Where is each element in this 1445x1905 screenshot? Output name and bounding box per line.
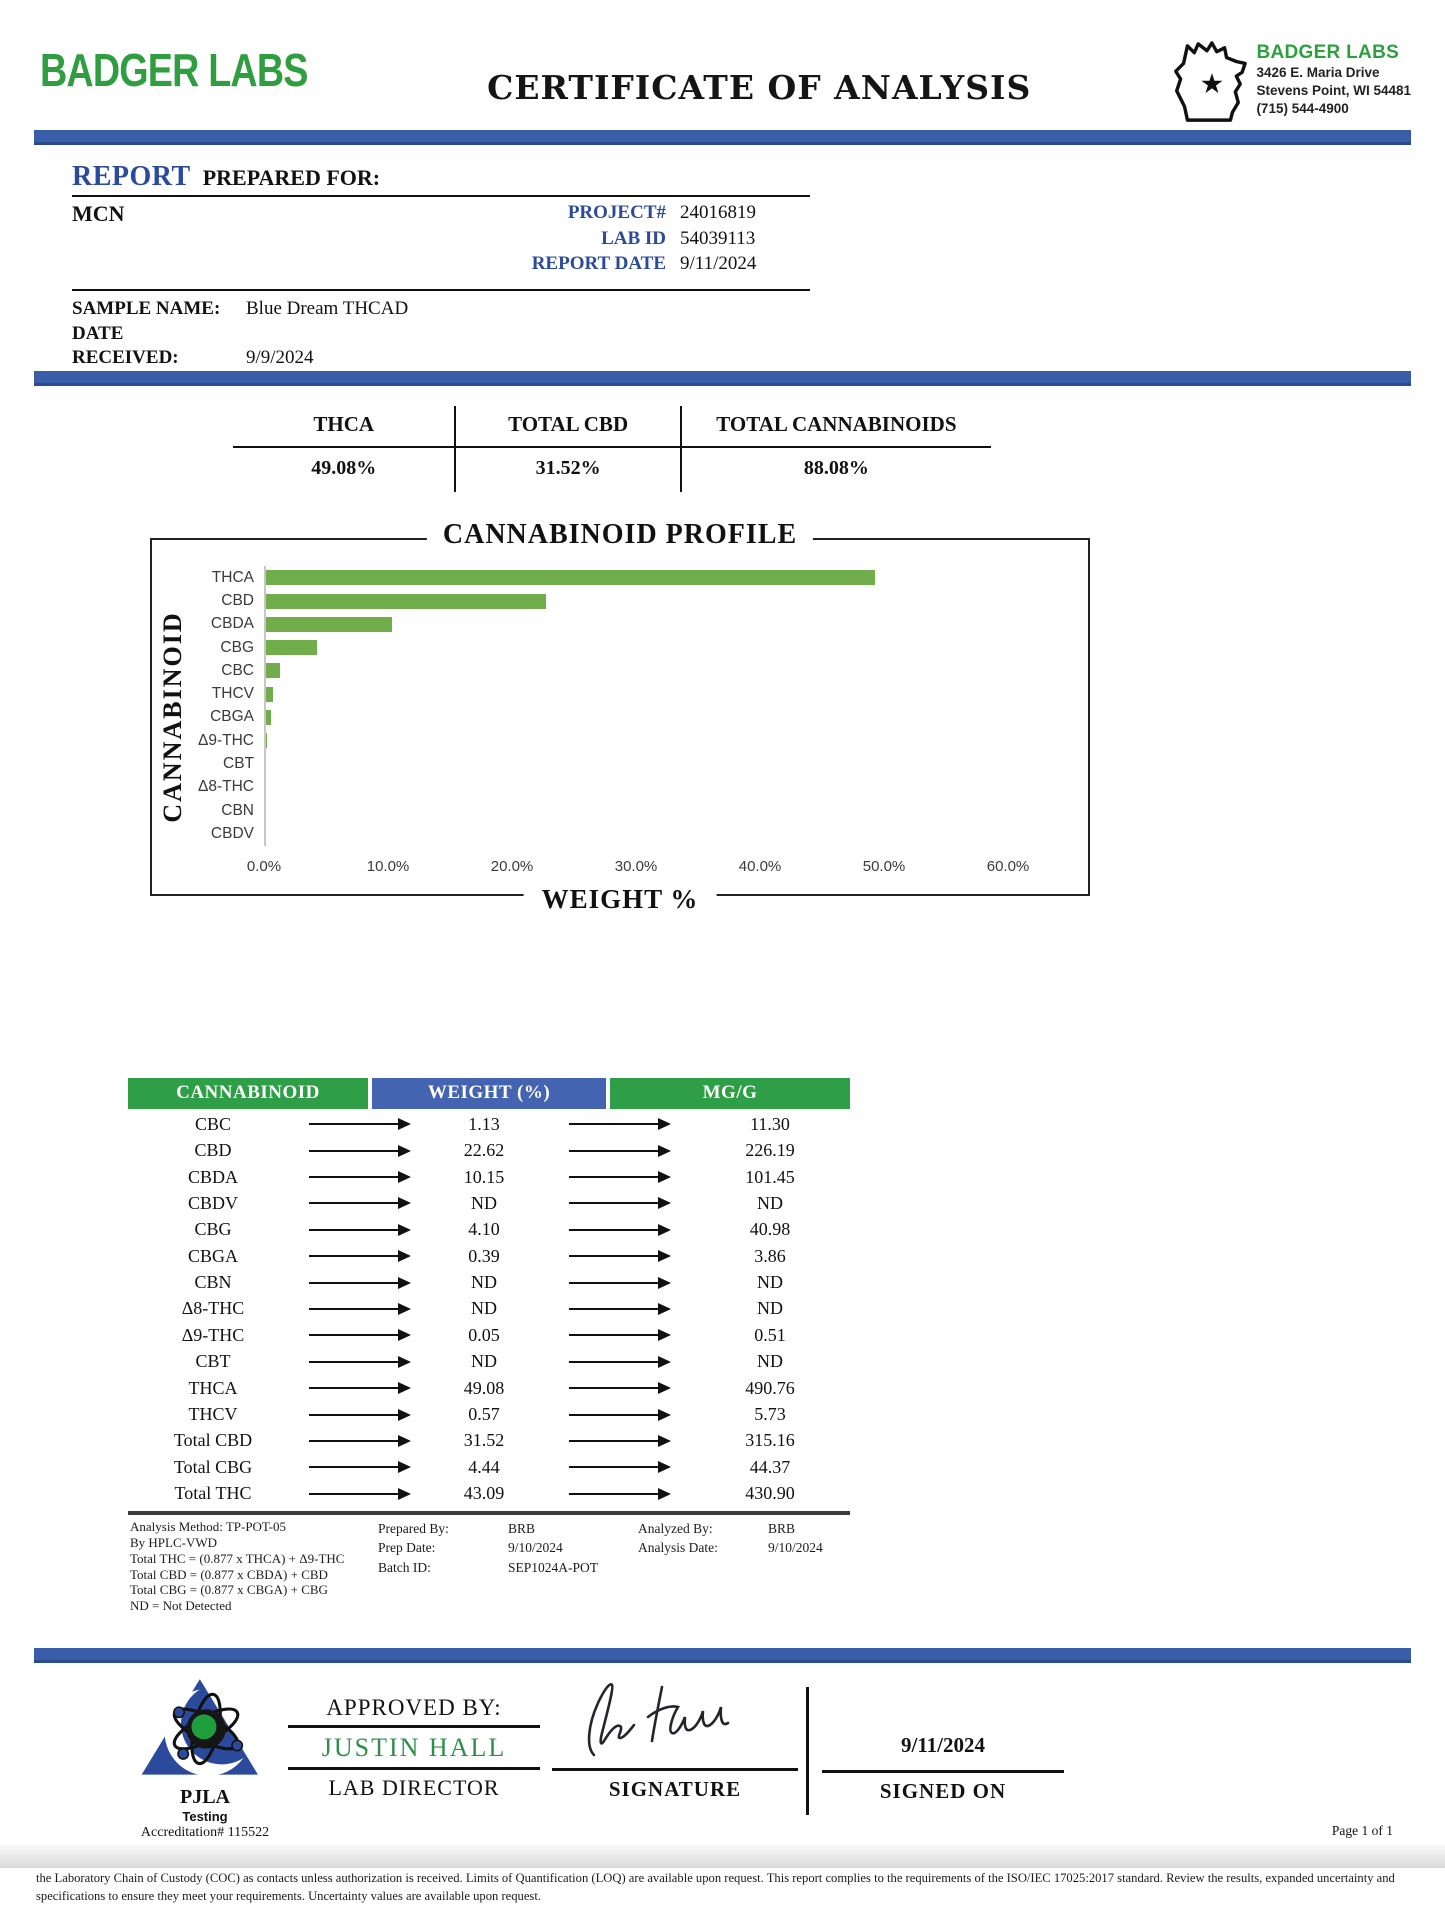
arrow-cell <box>298 1255 420 1257</box>
column-header-cannabinoid: CANNABINOID <box>128 1078 368 1109</box>
chart-bar-track <box>266 570 1012 585</box>
chart-row <box>154 683 1012 706</box>
prep-row <box>378 1519 638 1539</box>
mg-per-g-value: 430.90 <box>745 1483 795 1504</box>
weight-percent-value: ND <box>471 1192 497 1213</box>
mg-per-g-value: 5.73 <box>754 1404 786 1425</box>
mg-per-g-value: 101.45 <box>745 1166 795 1187</box>
report-heading-rest: PREPARED FOR: <box>202 165 381 190</box>
note-line: Total CBG = (0.877 x CBGA) + CBG <box>130 1582 328 1598</box>
arrow-icon <box>569 1334 669 1336</box>
arrow-cell <box>548 1493 690 1495</box>
chart-category-label: THCA <box>211 568 254 586</box>
weight-percent-value: ND <box>471 1272 497 1293</box>
arrow-icon <box>309 1123 409 1125</box>
accreditation-number: Accreditation# 115522 <box>140 1825 270 1841</box>
arrow-cell <box>298 1282 420 1284</box>
pjla-name: PJLA <box>180 1786 230 1809</box>
signature-label: SIGNATURE <box>608 1777 742 1802</box>
arrow-icon <box>569 1255 669 1257</box>
chart-row <box>154 752 1012 775</box>
table-row <box>128 1269 850 1295</box>
chart-row <box>154 729 1012 752</box>
report-field-row <box>476 251 810 277</box>
arrow-icon <box>569 1176 669 1178</box>
analyte-name: Δ8-THC <box>181 1298 245 1319</box>
header <box>0 0 1445 130</box>
weight-percent-value: 10.15 <box>463 1166 505 1187</box>
prepared-by-value: BRB <box>508 1520 536 1536</box>
arrow-icon <box>569 1440 669 1442</box>
analyzed-by-value: BRB <box>768 1520 796 1536</box>
arrow-icon <box>569 1387 669 1389</box>
signed-on-block <box>822 1675 1064 1804</box>
weight-percent-value: 0.39 <box>468 1245 500 1266</box>
chart-bar-track <box>266 757 1012 772</box>
arrow-cell <box>298 1334 420 1336</box>
table-row <box>128 1111 850 1137</box>
mg-per-g-value: 0.51 <box>754 1324 786 1345</box>
cannabinoid-profile-chart <box>150 519 1090 915</box>
arrow-icon <box>569 1308 669 1310</box>
arrow-cell <box>298 1387 420 1389</box>
arrow-cell <box>548 1150 690 1152</box>
cannabinoid-table-body <box>128 1109 850 1515</box>
lab-name: BADGER LABS <box>1256 42 1400 63</box>
report-field-row <box>476 200 810 226</box>
brand-name: BADGER LABS <box>40 44 308 96</box>
arrow-cell <box>548 1229 690 1231</box>
arrow-icon <box>309 1334 409 1336</box>
summary-cell-total-cbd <box>456 406 681 492</box>
lab-phone: (715) 544-4900 <box>1256 100 1349 116</box>
weight-percent-value: 22.62 <box>463 1140 505 1161</box>
arrow-cell <box>548 1334 690 1336</box>
arrow-cell <box>298 1361 420 1363</box>
table-row <box>128 1454 850 1480</box>
chart-bar-track <box>266 803 1012 818</box>
chart-bar <box>266 594 546 609</box>
divider-bar-top <box>34 130 1411 145</box>
analyte-name: Δ9-THC <box>181 1324 245 1345</box>
analyte-name: CBT <box>195 1351 231 1372</box>
chart-row <box>154 589 1012 612</box>
arrow-cell <box>298 1123 420 1125</box>
sample-name-row <box>72 297 810 322</box>
chart-row <box>154 659 1012 682</box>
arrow-cell <box>298 1414 420 1416</box>
analyte-name: CBN <box>194 1272 232 1293</box>
arrow-icon <box>309 1361 409 1363</box>
arrow-cell <box>548 1466 690 1468</box>
project-number-label: PROJECT# <box>567 202 666 223</box>
summary-strip <box>233 406 991 492</box>
weight-percent-value: 49.08 <box>463 1377 505 1398</box>
note-line: Total THC = (0.877 x THCA) + Δ9-THC <box>130 1550 345 1566</box>
weight-percent-value: 1.13 <box>468 1113 500 1134</box>
arrow-icon <box>309 1387 409 1389</box>
prep-date-label: Prep Date: <box>378 1540 436 1556</box>
arrow-cell <box>548 1387 690 1389</box>
arrow-icon <box>569 1202 669 1204</box>
x-tick-label: 0.0% <box>246 857 282 875</box>
page-number: Page 1 of 1 <box>1331 1823 1393 1839</box>
mg-per-g-value: ND <box>757 1272 783 1293</box>
chart-bar <box>266 570 875 585</box>
chart-bar <box>266 663 280 678</box>
chart-row <box>154 822 1012 845</box>
arrow-icon <box>309 1202 409 1204</box>
sample-info <box>72 289 810 371</box>
table-row <box>128 1217 850 1243</box>
prep-date-value: 9/10/2024 <box>508 1540 563 1556</box>
chart-category-label: CBDA <box>210 615 254 633</box>
weight-percent-value: 31.52 <box>463 1430 505 1451</box>
analyte-name: CBG <box>194 1219 232 1240</box>
chart-bar <box>266 710 271 725</box>
date-received-value: 9/9/2024 <box>246 347 314 369</box>
arrow-icon <box>569 1361 669 1363</box>
chart-category-label: CBDV <box>210 824 254 842</box>
table-row <box>128 1349 850 1375</box>
report-date-label: REPORT DATE <box>531 253 666 275</box>
mg-per-g-value: ND <box>757 1192 783 1213</box>
arrow-icon <box>309 1414 409 1416</box>
analyte-name: CBGA <box>187 1245 238 1266</box>
date-received-label: DATE RECEIVED: <box>72 322 179 369</box>
mg-per-g-value: 490.76 <box>745 1377 795 1398</box>
pjla-sub: Testing <box>182 1809 228 1825</box>
batch-id-label: Batch ID: <box>378 1560 431 1576</box>
pjla-logo-icon <box>137 1677 273 1785</box>
analysis-notes <box>130 1519 890 1614</box>
x-tick-label: 30.0% <box>614 857 658 875</box>
x-tick-label: 60.0% <box>986 857 1030 875</box>
approval-section <box>0 1673 1445 1841</box>
lab-address <box>1256 42 1411 117</box>
column-header-mgg: MG/G <box>610 1078 850 1109</box>
mg-per-g-value: 11.30 <box>750 1113 790 1134</box>
prep-row <box>378 1538 638 1558</box>
table-row <box>128 1137 850 1163</box>
table-row <box>128 1243 850 1269</box>
chart-row <box>154 613 1012 636</box>
analyte-name: CBD <box>194 1140 232 1161</box>
lab-id-label: LAB ID <box>601 227 666 249</box>
arrow-cell <box>548 1255 690 1257</box>
arrow-cell <box>548 1440 690 1442</box>
arrow-cell <box>298 1150 420 1152</box>
weight-percent-value: 0.05 <box>468 1324 500 1345</box>
analysis-date-value: 9/10/2024 <box>768 1540 823 1556</box>
arrow-cell <box>548 1361 690 1363</box>
arrow-icon <box>569 1150 669 1152</box>
analyte-name: Total CBD <box>173 1430 253 1451</box>
chart-row <box>154 706 1012 729</box>
lab-address-line1: 3426 E. Maria Drive <box>1256 65 1380 80</box>
arrow-icon <box>569 1414 669 1416</box>
sample-name-value: Blue Dream THCAD <box>246 298 409 319</box>
mg-per-g-value: ND <box>757 1298 783 1319</box>
weight-percent-value: 0.57 <box>468 1404 500 1425</box>
mg-per-g-value: 3.86 <box>754 1245 786 1266</box>
arrow-cell <box>548 1202 690 1204</box>
arrow-icon <box>569 1123 669 1125</box>
arrow-cell <box>548 1282 690 1284</box>
arrow-icon <box>569 1282 669 1284</box>
table-row <box>128 1375 850 1401</box>
date-received-row <box>72 322 810 371</box>
summary-label: TOTAL CANNABINOIDS <box>682 406 991 448</box>
summary-cell-total-cannabinoids <box>682 406 991 492</box>
weight-percent-value: ND <box>471 1298 497 1319</box>
star-icon: ★ <box>1200 68 1225 99</box>
chart-category-label: CBT <box>223 755 254 773</box>
weight-percent-value: 4.44 <box>468 1456 500 1477</box>
table-row <box>128 1428 850 1454</box>
chart-category-label: CBN <box>221 801 254 819</box>
analysis-date-label: Analysis Date: <box>638 1540 718 1556</box>
chart-row <box>154 799 1012 822</box>
report-mid <box>72 197 810 289</box>
note-line: Analysis Method: TP-POT-05 <box>130 1518 287 1534</box>
arrow-icon <box>309 1466 409 1468</box>
table-row <box>128 1164 850 1190</box>
signed-on-label: SIGNED ON <box>879 1779 1007 1804</box>
lab-contact-card <box>1164 36 1411 130</box>
analysis-row <box>638 1519 888 1539</box>
signed-on-date: 9/11/2024 <box>900 1733 985 1758</box>
note-line: Total CBD = (0.877 x CBDA) + CBD <box>130 1566 328 1582</box>
chart-bar-track <box>266 617 1012 632</box>
arrow-cell <box>298 1493 420 1495</box>
summary-value: 88.08% <box>803 457 869 480</box>
wisconsin-map-icon <box>1164 36 1250 130</box>
chart-x-axis-label: WEIGHT % <box>524 884 717 915</box>
analyte-name: CBC <box>194 1113 232 1134</box>
page-bottom-shadow <box>0 1842 1445 1868</box>
chart-bar-track <box>266 826 1012 841</box>
arrow-cell <box>298 1176 420 1178</box>
chart-category-label: Δ8-THC <box>198 778 254 796</box>
arrow-icon <box>309 1176 409 1178</box>
chart-rows <box>198 566 1012 846</box>
arrow-icon <box>569 1493 669 1495</box>
approver-name: JUSTIN HALL <box>288 1728 540 1770</box>
arrow-cell <box>298 1202 420 1204</box>
report-heading-accent: REPORT <box>72 161 191 192</box>
chart-bar <box>266 687 273 702</box>
signature-line <box>552 1768 798 1771</box>
lab-id-value: 54039113 <box>680 227 756 249</box>
chart-bar-track <box>266 710 1012 725</box>
chart-bar <box>266 640 317 655</box>
analyte-name: THCV <box>188 1404 238 1425</box>
prepared-by-label: Prepared By: <box>378 1520 449 1536</box>
summary-label: TOTAL CBD <box>456 406 679 448</box>
approved-by-label: APPROVED BY: <box>288 1695 540 1728</box>
mg-per-g-value: 44.37 <box>749 1456 791 1477</box>
arrow-cell <box>548 1123 690 1125</box>
document-title: CERTIFICATE OF ANALYSIS <box>487 68 1032 107</box>
arrow-icon <box>309 1440 409 1442</box>
report-fields <box>476 200 810 289</box>
weight-percent-value: ND <box>471 1351 497 1372</box>
analyte-name: CBDA <box>187 1166 238 1187</box>
chart-bar-track <box>266 780 1012 795</box>
report-heading <box>72 161 810 197</box>
weight-percent-value: 4.10 <box>468 1219 500 1240</box>
analyte-name: Total THC <box>174 1483 252 1504</box>
mg-per-g-value: 226.19 <box>745 1140 795 1161</box>
arrow-icon <box>309 1308 409 1310</box>
chart-row <box>154 636 1012 659</box>
arrow-cell <box>548 1308 690 1310</box>
approver-title: LAB DIRECTOR <box>328 1775 500 1801</box>
chart-category-label: THCV <box>211 685 254 703</box>
analyte-name: CBDV <box>187 1192 238 1213</box>
note-line: ND = Not Detected <box>130 1598 232 1614</box>
table-row <box>128 1481 850 1507</box>
analysis-row <box>638 1538 888 1558</box>
prep-row <box>378 1558 638 1578</box>
analysis-by-notes <box>638 1519 888 1614</box>
x-tick-label: 50.0% <box>862 857 906 875</box>
arrow-icon <box>309 1255 409 1257</box>
note-line: By HPLC-VWD <box>130 1534 218 1550</box>
divider-bar-bottom <box>34 1648 1411 1663</box>
arrow-icon <box>309 1493 409 1495</box>
arrow-icon <box>569 1229 669 1231</box>
mg-per-g-value: ND <box>757 1351 783 1372</box>
pjla-accreditation <box>100 1677 310 1841</box>
arrow-cell <box>298 1440 420 1442</box>
analyzed-by-label: Analyzed By: <box>638 1520 713 1536</box>
analyte-name: Total CBG <box>173 1456 253 1477</box>
table-row <box>128 1296 850 1322</box>
x-tick-label: 40.0% <box>738 857 782 875</box>
summary-label: THCA <box>233 406 454 448</box>
chart-row <box>154 776 1012 799</box>
table-row <box>128 1401 850 1427</box>
mg-per-g-value: 315.16 <box>745 1430 795 1451</box>
prep-notes <box>378 1519 638 1614</box>
signature-block <box>552 1675 798 1802</box>
sample-name-label: SAMPLE NAME: <box>72 298 221 319</box>
client-name: MCN <box>72 201 125 226</box>
cannabinoid-table <box>128 1078 850 1515</box>
chart-bar <box>266 733 267 748</box>
table-row <box>128 1190 850 1216</box>
footer-disclaimer: the Laboratory Chain of Custody (COC) as contacts unless authorization is received. Limits of Quantification (LOQ) are available upon request. This report complies to the requirements of the ISO/IEC 17025:2017 standard. Review the results, expanded uncertainty and specifications to ensure they meet your requirements. Uncertainty values are available upon request. <box>36 1871 1395 1903</box>
approved-by-block <box>288 1695 540 1801</box>
arrow-cell <box>298 1308 420 1310</box>
arrow-icon <box>309 1282 409 1284</box>
arrow-cell <box>298 1229 420 1231</box>
arrow-cell <box>548 1414 690 1416</box>
mg-per-g-value: 40.98 <box>749 1219 791 1240</box>
chart-bar-track <box>266 733 1012 748</box>
chart-xticks <box>152 854 1088 884</box>
x-tick-label: 20.0% <box>490 857 534 875</box>
chart-row <box>154 566 1012 589</box>
signature-divider <box>806 1687 809 1815</box>
summary-value: 49.08% <box>311 457 377 480</box>
divider-bar-mid <box>34 371 1411 386</box>
chart-bar-track <box>266 663 1012 678</box>
method-notes <box>130 1519 378 1614</box>
chart-bar-track <box>266 687 1012 702</box>
chart-category-label: CBC <box>221 661 254 679</box>
column-header-weight: WEIGHT (%) <box>368 1078 610 1109</box>
weight-percent-value: 43.09 <box>463 1483 505 1504</box>
project-number-value: 24016819 <box>680 202 756 223</box>
chart-bar <box>266 617 392 632</box>
report-info-section <box>72 161 810 371</box>
summary-cell-thca <box>233 406 456 492</box>
arrow-icon <box>569 1466 669 1468</box>
report-field-row <box>476 226 810 252</box>
arrow-cell <box>298 1466 420 1468</box>
cannabinoid-table-header <box>128 1078 850 1109</box>
analyte-name: THCA <box>188 1377 238 1398</box>
batch-id-value: SEP1024A-POT <box>508 1560 599 1576</box>
chart-category-label: CBGA <box>210 708 254 726</box>
signature-icon <box>562 1675 788 1767</box>
chart-title: CANNABINOID PROFILE <box>427 519 813 551</box>
chart-category-label: CBG <box>220 638 254 656</box>
arrow-cell <box>548 1176 690 1178</box>
table-row <box>128 1322 850 1348</box>
x-tick-label: 10.0% <box>366 857 410 875</box>
chart-bar-track <box>266 594 1012 609</box>
lab-address-line2: Stevens Point, WI 54481 <box>1256 82 1411 98</box>
arrow-icon <box>309 1229 409 1231</box>
summary-value: 31.52% <box>535 457 601 480</box>
chart-category-label: CBD <box>221 592 254 609</box>
chart-plot-area <box>150 538 1090 915</box>
chart-bar-track <box>266 640 1012 655</box>
chart-category-label: Δ9-THC <box>198 731 254 749</box>
report-date-value: 9/11/2024 <box>680 253 757 275</box>
arrow-icon <box>309 1150 409 1152</box>
badger-labs-logo <box>34 34 354 106</box>
chart-y-axis-label: CANNABINOID <box>158 611 187 823</box>
